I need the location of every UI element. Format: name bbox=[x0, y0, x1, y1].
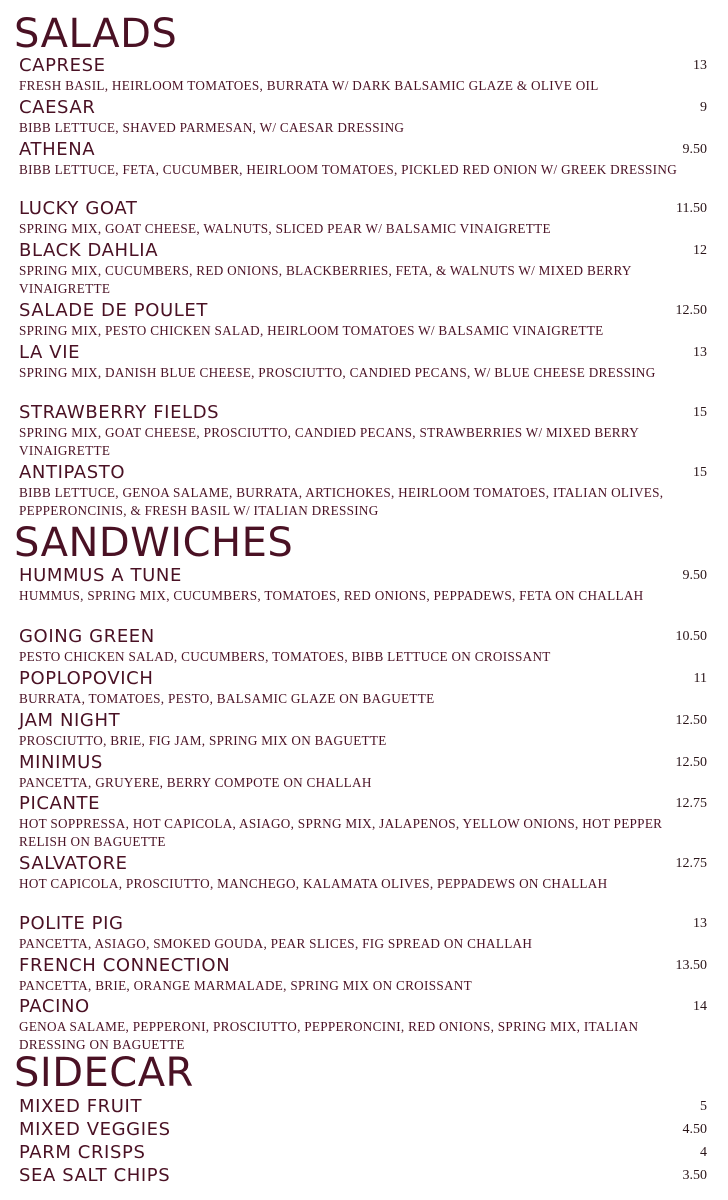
item-name: ATHENA bbox=[19, 139, 96, 160]
menu-item-antipasto bbox=[19, 462, 709, 520]
item-price: 12.50 bbox=[675, 303, 707, 318]
item-price: 13 bbox=[693, 916, 707, 931]
item-description: BIBB LETTUCE, SHAVED PARMESAN, W/ CAESAR DRESSING bbox=[19, 120, 405, 135]
item-name: SEA SALT CHIPS bbox=[19, 1165, 171, 1186]
menu-item-salvatore bbox=[19, 853, 709, 893]
item-price: 12.50 bbox=[675, 713, 707, 728]
item-name: SALADE DE POULET bbox=[19, 300, 208, 321]
menu-item-parm-crisps bbox=[19, 1142, 709, 1165]
item-name: MINIMUS bbox=[19, 752, 103, 773]
item-price: 4.50 bbox=[682, 1122, 707, 1137]
item-name: PARM CRISPS bbox=[19, 1142, 146, 1163]
item-name: ANTIPASTO bbox=[19, 462, 126, 483]
section-title-salads: SALADS bbox=[14, 11, 178, 57]
item-price: 13 bbox=[693, 58, 707, 73]
item-description: GENOA SALAME, PEPPERONI, PROSCIUTTO, PEPPERONCINI, RED ONIONS, SPRING MIX, ITALIAN DRESSING ON BAGUETTE bbox=[19, 1019, 639, 1052]
section-title-sandwiches: SANDWICHES bbox=[14, 520, 294, 566]
menu-item-jam-night bbox=[19, 710, 709, 750]
item-description: PANCETTA, GRUYERE, BERRY COMPOTE ON CHALLAH bbox=[19, 775, 372, 790]
item-description: HUMMUS, SPRING MIX, CUCUMBERS, TOMATOES, RED ONIONS, PEPPADEWS, FETA ON CHALLAH bbox=[19, 588, 644, 603]
menu-item-picante bbox=[19, 793, 709, 851]
item-price: 13.50 bbox=[675, 958, 707, 973]
section-title-sidecar: SIDECAR bbox=[14, 1050, 194, 1096]
menu-item-french-connection bbox=[19, 955, 709, 995]
menu-item-caprese bbox=[19, 55, 709, 95]
menu-item-sea-salt-chips bbox=[19, 1165, 709, 1188]
item-price: 9.50 bbox=[682, 142, 707, 157]
item-name: SALVATORE bbox=[19, 853, 128, 874]
menu-item-caesar bbox=[19, 97, 709, 137]
item-description: BIBB LETTUCE, FETA, CUCUMBER, HEIRLOOM TOMATOES, PICKLED RED ONION W/ GREEK DRESSING bbox=[19, 162, 678, 177]
item-name: LUCKY GOAT bbox=[19, 198, 138, 219]
item-price: 12.75 bbox=[675, 856, 707, 871]
item-price: 9 bbox=[700, 100, 707, 115]
item-price: 3.50 bbox=[682, 1168, 707, 1183]
item-price: 10.50 bbox=[675, 629, 707, 644]
item-name: CAESAR bbox=[19, 97, 96, 118]
item-description: SPRING MIX, DANISH BLUE CHEESE, PROSCIUTTO, CANDIED PECANS, W/ BLUE CHEESE DRESSING bbox=[19, 365, 656, 380]
item-name: HUMMUS A TUNE bbox=[19, 565, 182, 586]
item-price: 12.75 bbox=[675, 796, 707, 811]
item-name: POLITE PIG bbox=[19, 913, 124, 934]
item-price: 11.50 bbox=[676, 201, 707, 216]
menu-item-pacino bbox=[19, 996, 709, 1054]
item-name: PACINO bbox=[19, 996, 90, 1017]
item-price: 15 bbox=[693, 405, 707, 420]
item-description: HOT SOPPRESSA, HOT CAPICOLA, ASIAGO, SPRNG MIX, JALAPENOS, YELLOW ONIONS, HOT PEPPER RELISH ON BAGUETTE bbox=[19, 816, 663, 849]
item-price: 5 bbox=[700, 1099, 707, 1114]
menu-item-salade-de-poulet bbox=[19, 300, 709, 340]
item-price: 11 bbox=[693, 671, 707, 686]
menu-item-poplopovich bbox=[19, 668, 709, 708]
item-description: SPRING MIX, CUCUMBERS, RED ONIONS, BLACKBERRIES, FETA, & WALNUTS W/ MIXED BERRY VINAIGRETTE bbox=[19, 263, 632, 296]
item-description: SPRING MIX, GOAT CHEESE, PROSCIUTTO, CANDIED PECANS, STRAWBERRIES W/ MIXED BERRY VINAIGRETTE bbox=[19, 425, 639, 458]
item-description: PESTO CHICKEN SALAD, CUCUMBERS, TOMATOES, BIBB LETTUCE ON CROISSANT bbox=[19, 649, 551, 664]
menu-item-lucky-goat bbox=[19, 198, 709, 238]
item-price: 12 bbox=[693, 243, 707, 258]
menu-item-going-green bbox=[19, 626, 709, 666]
item-price: 9.50 bbox=[682, 568, 707, 583]
item-description: HOT CAPICOLA, PROSCIUTTO, MANCHEGO, KALAMATA OLIVES, PEPPADEWS ON CHALLAH bbox=[19, 876, 608, 891]
item-description: SPRING MIX, GOAT CHEESE, WALNUTS, SLICED PEAR W/ BALSAMIC VINAIGRETTE bbox=[19, 221, 551, 236]
item-name: GOING GREEN bbox=[19, 626, 155, 647]
item-description: PANCETTA, ASIAGO, SMOKED GOUDA, PEAR SLICES, FIG SPREAD ON CHALLAH bbox=[19, 936, 533, 951]
item-name: FRENCH CONNECTION bbox=[19, 955, 231, 976]
menu-item-hummus-a-tune bbox=[19, 565, 709, 605]
item-name: BLACK DAHLIA bbox=[19, 240, 159, 261]
item-description: SPRING MIX, PESTO CHICKEN SALAD, HEIRLOOM TOMATOES W/ BALSAMIC VINAIGRETTE bbox=[19, 323, 604, 338]
item-name: JAM NIGHT bbox=[19, 710, 121, 731]
menu-item-mixed-veggies bbox=[19, 1119, 709, 1142]
menu-item-mixed-fruit bbox=[19, 1096, 709, 1119]
item-description: BIBB LETTUCE, GENOA SALAME, BURRATA, ARTICHOKES, HEIRLOOM TOMATOES, ITALIAN OLIVES, PEPPERONCINIS, & FRESH BASIL W/ ITALIAN DRESSING bbox=[19, 485, 664, 518]
item-price: 12.50 bbox=[675, 755, 707, 770]
item-name: POPLOPOVICH bbox=[19, 668, 154, 689]
menu-item-la-vie bbox=[19, 342, 709, 382]
item-price: 14 bbox=[693, 999, 707, 1014]
item-description: FRESH BASIL, HEIRLOOM TOMATOES, BURRATA W/ DARK BALSAMIC GLAZE & OLIVE OIL bbox=[19, 78, 599, 93]
item-price: 15 bbox=[693, 465, 707, 480]
item-description: PROSCIUTTO, BRIE, FIG JAM, SPRING MIX ON BAGUETTE bbox=[19, 733, 387, 748]
menu-item-polite-pig bbox=[19, 913, 709, 953]
item-name: MIXED VEGGIES bbox=[19, 1119, 171, 1140]
item-price: 13 bbox=[693, 345, 707, 360]
item-name: STRAWBERRY FIELDS bbox=[19, 402, 220, 423]
item-name: LA VIE bbox=[19, 342, 81, 363]
item-price: 4 bbox=[700, 1145, 707, 1160]
item-name: CAPRESE bbox=[19, 55, 106, 76]
item-description: PANCETTA, BRIE, ORANGE MARMALADE, SPRING MIX ON CROISSANT bbox=[19, 978, 472, 993]
item-description: BURRATA, TOMATOES, PESTO, BALSAMIC GLAZE ON BAGUETTE bbox=[19, 691, 435, 706]
menu-item-athena bbox=[19, 139, 709, 179]
menu-item-strawberry-fields bbox=[19, 402, 709, 460]
item-name: MIXED FRUIT bbox=[19, 1096, 143, 1117]
menu-item-minimus bbox=[19, 752, 709, 792]
item-name: PICANTE bbox=[19, 793, 101, 814]
menu-item-black-dahlia bbox=[19, 240, 709, 298]
